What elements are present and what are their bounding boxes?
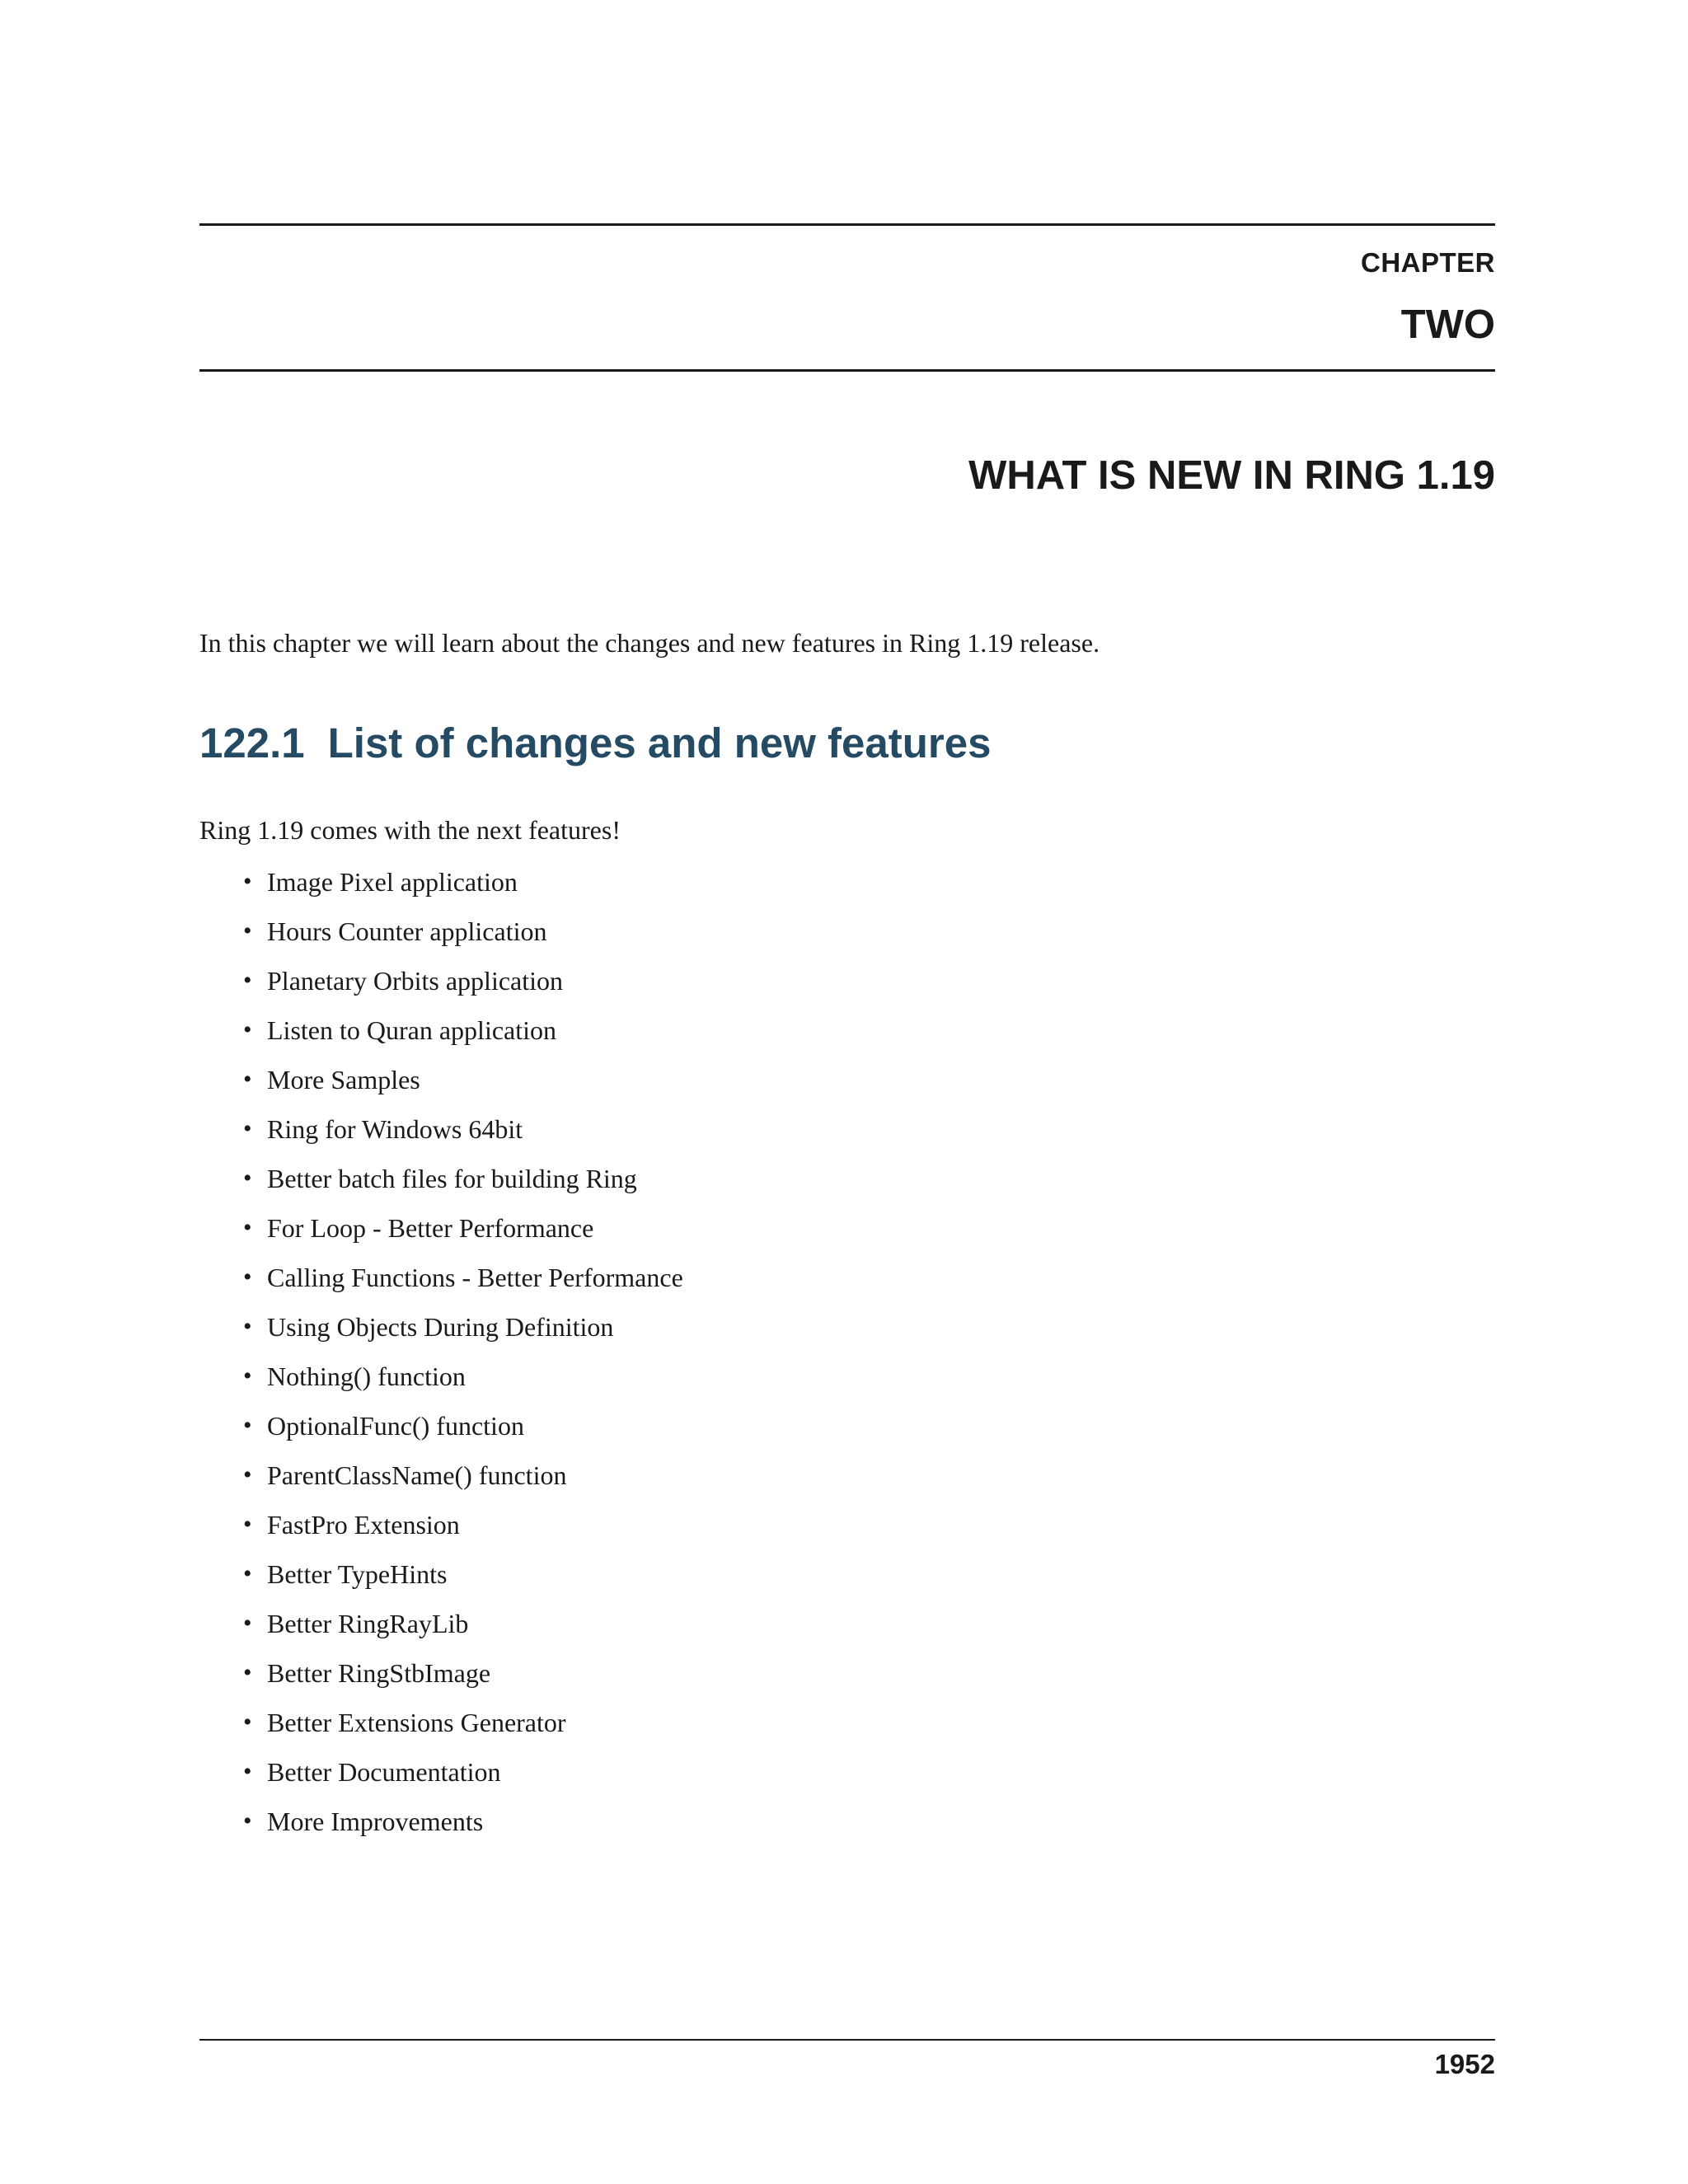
bullet-icon: • xyxy=(243,1214,252,1241)
bullet-icon: • xyxy=(243,1807,252,1835)
list-item xyxy=(199,1648,683,1698)
bullet-icon: • xyxy=(243,1115,252,1142)
bullet-icon: • xyxy=(243,1066,252,1093)
list-item xyxy=(199,956,683,1005)
list-item-label: Better RingRayLib xyxy=(267,1609,469,1638)
list-item-label: More Improvements xyxy=(267,1807,484,1836)
feature-list xyxy=(199,857,683,1846)
list-item xyxy=(199,1698,683,1747)
list-item-label: OptionalFunc() function xyxy=(267,1411,524,1441)
list-item xyxy=(199,1500,683,1549)
list-item xyxy=(199,1154,683,1203)
list-item-label: Better TypeHints xyxy=(267,1559,448,1589)
list-item xyxy=(199,857,683,907)
bullet-icon: • xyxy=(243,1708,252,1736)
bullet-icon: • xyxy=(243,967,252,994)
chapter-top-rule xyxy=(199,223,1495,226)
bullet-icon: • xyxy=(243,1758,252,1785)
bullet-icon: • xyxy=(243,1560,252,1587)
section-heading xyxy=(199,719,991,767)
list-item xyxy=(199,907,683,956)
bullet-icon: • xyxy=(243,1362,252,1390)
bullet-icon: • xyxy=(243,917,252,944)
list-item-label: Calling Functions - Better Performance xyxy=(267,1263,683,1292)
section-lead: Ring 1.19 comes with the next features! xyxy=(199,815,621,845)
list-item-label: Better Extensions Generator xyxy=(267,1708,566,1737)
bullet-icon: • xyxy=(243,1016,252,1043)
list-item-label: Using Objects During Definition xyxy=(267,1312,614,1342)
bullet-icon: • xyxy=(243,1412,252,1439)
bullet-icon: • xyxy=(243,1313,252,1340)
list-item-label: Better RingStbImage xyxy=(267,1658,491,1688)
section-title: List of changes and new features xyxy=(327,719,992,766)
bullet-icon: • xyxy=(243,1511,252,1538)
bullet-icon: • xyxy=(243,1461,252,1488)
list-item-label: Better batch files for building Ring xyxy=(267,1164,637,1193)
chapter-bottom-rule xyxy=(199,369,1495,372)
list-item-label: For Loop - Better Performance xyxy=(267,1213,594,1243)
list-item-label: Ring for Windows 64bit xyxy=(267,1114,523,1144)
list-item-label: Listen to Quran application xyxy=(267,1015,557,1045)
list-item xyxy=(199,1302,683,1352)
list-item xyxy=(199,1401,683,1451)
list-item-label: ParentClassName() function xyxy=(267,1460,567,1490)
chapter-number: TWO xyxy=(1400,302,1495,347)
bullet-icon: • xyxy=(243,868,252,895)
list-item xyxy=(199,1253,683,1302)
list-item xyxy=(199,1549,683,1599)
bullet-icon: • xyxy=(243,1165,252,1192)
list-item-label: More Samples xyxy=(267,1065,420,1094)
list-item xyxy=(199,1005,683,1055)
intro-paragraph: In this chapter we will learn about the changes and new features in Ring 1.19 release. xyxy=(199,628,1100,658)
page-number: 1952 xyxy=(1434,2049,1495,2079)
list-item xyxy=(199,1055,683,1104)
list-item xyxy=(199,1797,683,1846)
list-item xyxy=(199,1352,683,1401)
list-item xyxy=(199,1747,683,1797)
list-item xyxy=(199,1599,683,1648)
list-item xyxy=(199,1203,683,1253)
bullet-icon: • xyxy=(243,1659,252,1686)
section-number: 122.1 xyxy=(199,719,305,766)
list-item-label: Hours Counter application xyxy=(267,916,547,946)
list-item xyxy=(199,1451,683,1500)
list-item xyxy=(199,1104,683,1154)
list-item-label: FastPro Extension xyxy=(267,1510,460,1540)
chapter-title: WHAT IS NEW IN RING 1.19 xyxy=(968,453,1495,498)
list-item-label: Image Pixel application xyxy=(267,867,518,897)
bullet-icon: • xyxy=(243,1610,252,1637)
list-item-label: Nothing() function xyxy=(267,1361,466,1391)
bullet-icon: • xyxy=(243,1263,252,1291)
chapter-label: CHAPTER xyxy=(1360,247,1495,278)
list-item-label: Better Documentation xyxy=(267,1757,501,1787)
list-item-label: Planetary Orbits application xyxy=(267,966,564,996)
footer-rule xyxy=(199,2039,1495,2041)
